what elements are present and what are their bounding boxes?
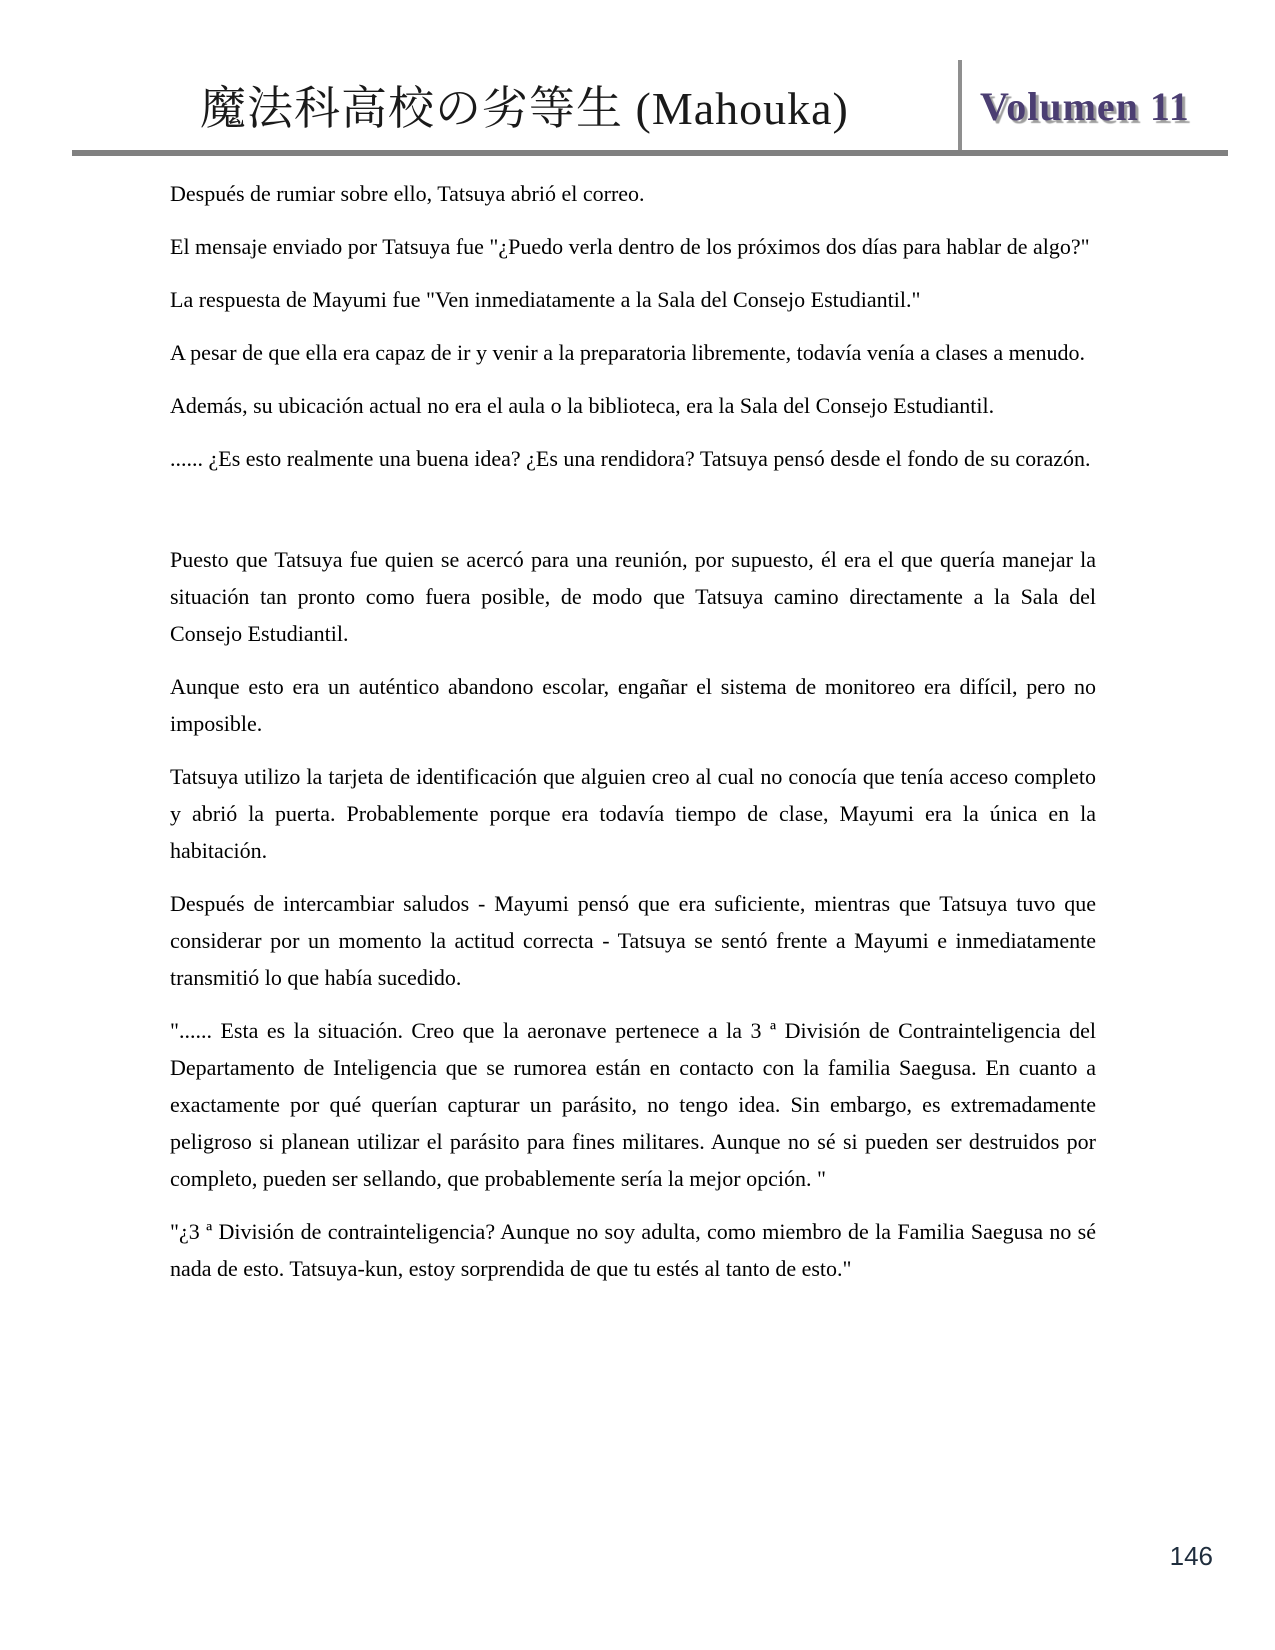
paragraph: A pesar de que ella era capaz de ir y venir a la preparatoria libremente, todavía venía a clases a menudo. — [170, 340, 1085, 365]
page-number: 146 — [1169, 1541, 1213, 1571]
paragraph: La respuesta de Mayumi fue "Ven inmediatamente a la Sala del Consejo Estudiantil." — [170, 287, 921, 312]
volume-label: Volumen 11 — [980, 83, 1190, 129]
paragraph: Puesto que Tatsuya fue quien se acercó para una reunión, por supuesto, él era el que quería manejar la situación tan pronto como fuera posible, de modo que Tatsuya camino directamente a la Sala del Consejo Estudiantil. — [170, 547, 1096, 646]
page-header — [0, 0, 1275, 156]
paragraph: Aunque esto era un auténtico abandono escolar, engañar el sistema de monitoreo era difícil, pero no imposible. — [170, 674, 1096, 736]
paragraph: Después de intercambiar saludos - Mayumi pensó que era suficiente, mientras que Tatsuya tuvo que considerar por un momento la actitud correcta - Tatsuya se sentó frente a Mayumi e inmediatamente transmitió lo que había sucedido. — [170, 891, 1096, 990]
paragraph: "¿3 ª División de contrainteligencia? Aunque no soy adulta, como miembro de la Familia Saegusa no sé nada de esto. Tatsuya-kun, estoy sorprendida de que tu estés al tanto de esto." — [170, 1219, 1096, 1281]
scene-break-spacer — [170, 493, 1096, 541]
paragraph: Tatsuya utilizo la tarjeta de identificación que alguien creo al cual no conocía que tenía acceso completo y abrió la puerta. Probablemente porque era todavía tiempo de clase, Mayumi era la única en la habitación. — [170, 764, 1096, 863]
paragraph: El mensaje enviado por Tatsuya fue "¿Puedo verla dentro de los próximos dos días para hablar de algo?" — [170, 234, 1090, 259]
paragraph: Además, su ubicación actual no era el aula o la biblioteca, era la Sala del Consejo Estudiantil. — [170, 393, 995, 418]
header-divider-rule — [72, 150, 1228, 156]
body-text — [170, 175, 1096, 1287]
paragraph: ...... ¿Es esto realmente una buena idea? ¿Es una rendidora? Tatsuya pensó desde el fondo de su corazón. — [170, 446, 1091, 471]
page-title: 魔法科高校の劣等生 (Mahouka) — [200, 83, 849, 134]
paragraph: Después de rumiar sobre ello, Tatsuya abrió el correo. — [170, 181, 645, 206]
volume-cell — [958, 60, 1190, 152]
paragraph: "...... Esta es la situación. Creo que la aeronave pertenece a la 3 ª División de Contrainteligencia del Departamento de Inteligencia que se rumorea están en contacto con la familia Saegusa. En cuanto a exactamente por qué querían capturar un parásito, no tengo idea. Sin embargo, es extremadamente peligroso si planean utilizar el parásito para fines militares. Aunque no sé si pueden ser destruidos por completo, pueden ser sellando, que probablemente sería la mejor opción. " — [170, 1018, 1096, 1191]
